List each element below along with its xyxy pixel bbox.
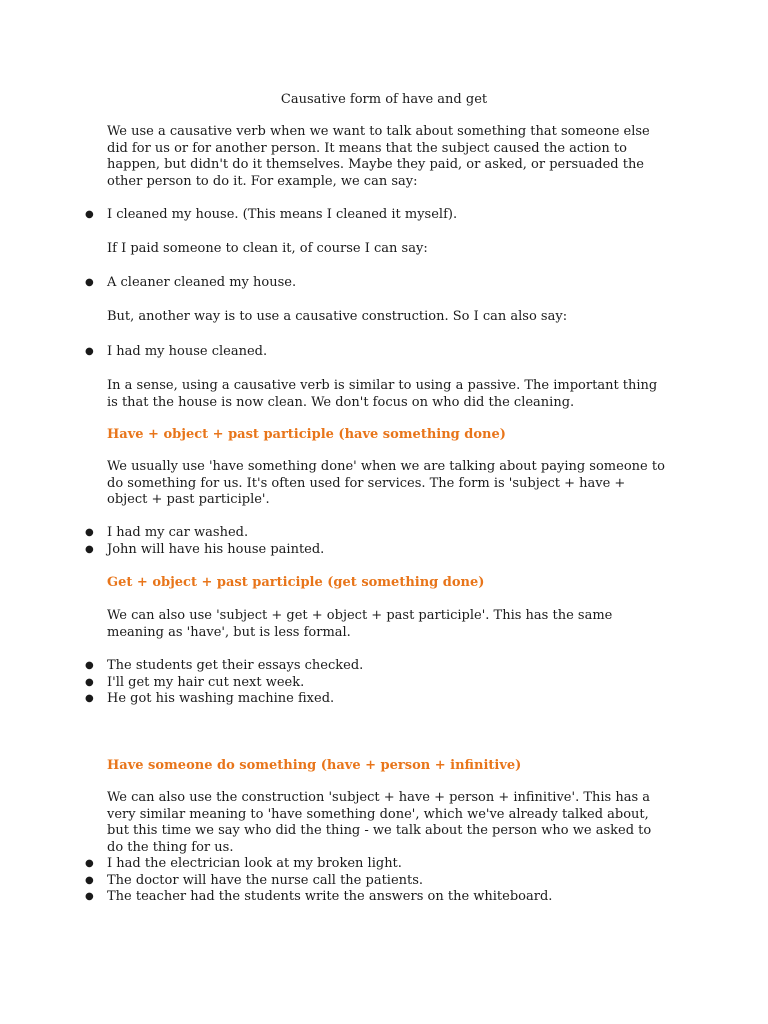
paragraph: But, another way is to use a causative construction. So I can also say: [107,309,568,324]
bullet-icon: ● [85,693,94,704]
section-heading: Have + object + past participle (have something done) [107,427,506,442]
paragraph: If I paid someone to clean it, of course I can say: [107,241,428,256]
bullet-icon: ● [85,891,94,902]
bullet-icon: ● [85,660,94,671]
page-title: Causative form of have and get [280,92,488,107]
section-body: We usually use 'have something done' when we are talking about paying someone to do something for us. It's often used for services. The form is 'subject + have + object + past participle'. [107,459,665,507]
section-heading: Get + object + past participle (get something done) [107,575,485,590]
document-page: Causative form of have and get We use a causative verb when we want to talk about something that someone else did for us or for another person. It means that the subject caused the action to happen, but didn't do it themselves. Maybe they paid, or asked, or persuaded the other person to do it. For example, we can say: ● I cleaned my house. (This means I cleaned it myself). If I paid someone to clean it, of course I can say: ● A cleaner cleaned my house. But, another way is to use a causative construction. So I can also say: ● I had my house cleaned. In a sense, using a causative verb is similar to using a passive. The important thing is that the house is now clean. We don't focus on who did the cleaning. Have + object + past participle (have something done) We usually use 'have something done' when we are talking about paying someone to do something for us. It's often used for services. The form is 'subject + have + object + past participle'. ● I had my car washed. ● John will have his house painted. Get + object + past participle (get something done) We can also use 'subject + get + object + past participle'. This has the same meaning as 'have', but is less formal. ● The students get their essays checked. ● I'll get my hair cut next week. ● He got his washing machine fixed. Have someone do something (have + person + infinitive) We can also use the construction 'subject + have + person + infinitive'. This has a very similar meaning to 'have something done', which we've already talked about, but this time we say who did the thing - we talk about the person who we asked to do the thing for us. ● I had the electrician look at my broken light. ● The doctor will have the nurse call the patients. ● The teacher had the students write the answers on the whiteboard. [0,0,768,1024]
bullet-icon: ● [85,209,94,220]
paragraph: In a sense, using a causative verb is similar to using a passive. The important thing is that the house is now clean. We don't focus on who did the cleaning. [107,378,658,410]
section-body: We can also use the construction 'subject + have + person + infinitive'. This has a very similar meaning to 'have something done', which we've already talked about, but this time we say who did the thing - we talk about the person who we asked to do the thing for us. [107,790,652,855]
bullet-icon: ● [85,527,94,538]
bullet-icon: ● [85,858,94,869]
section-heading: Have someone do something (have + person + infinitive) [107,758,522,773]
intro-paragraph: We use a causative verb when we want to talk about something that someone else did for us or for another person. It means that the subject caused the action to happen, but didn't do it themselves. Maybe they paid, or asked, or persuaded the other person to do it. For example, we can say: [107,124,650,189]
section-body: We can also use 'subject + get + object + past participle'. This has the same meaning as 'have', but is less formal. [107,608,613,640]
bullet-icon: ● [85,677,94,688]
bullet-icon: ● [85,544,94,555]
bullet-icon: ● [85,875,94,886]
bullet-icon: ● [85,277,94,288]
bullet-icon: ● [85,346,94,357]
